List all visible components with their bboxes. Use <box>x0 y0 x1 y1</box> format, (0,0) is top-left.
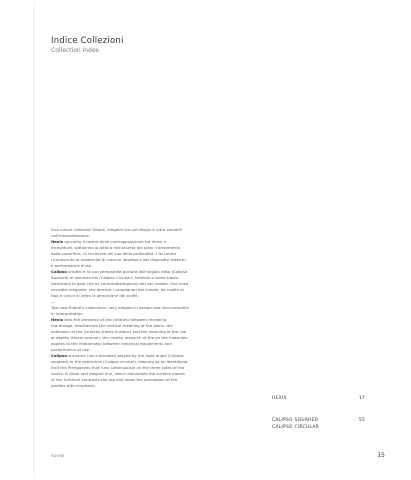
footer-brand: EDONÉ <box>51 454 65 458</box>
index-entry-calipso-circular-row[interactable] <box>272 425 365 430</box>
hexis-label-it: Hexis <box>51 239 64 244</box>
page-number: 15 <box>377 452 385 459</box>
index-entry-page: 55 <box>358 418 365 423</box>
index-entry-calipso-squared-row[interactable] <box>272 418 365 423</box>
calipso-paragraph-en <box>51 353 189 389</box>
language-separator: — <box>51 299 55 304</box>
intro-paragraph-it: Due nuove collezioni Edoné, eleganti sia nel design e ultra versatili nell'interpretazione. <box>51 227 182 238</box>
calipso-text-it: sfrutta le la sua personalità giocata dall'angolo retto (Calipso Squared) al semicerchio (Calipso Circular), ferendo e come tratto identitario le gole che ne contraddistinguono lati del mobile. Una linea versatile elegante, che domina i complanari del mobile, da risalto al tipo e conce al vetro la percezione dei profili. <box>51 269 189 298</box>
intro-paragraph-en: Two new Edoné's collections, very elegant in design and ultra-versatile in interpretation. <box>51 305 189 316</box>
index-entry-name: CALIPSO CIRCULAR <box>272 425 319 430</box>
calipso-label-it: Calipso <box>51 269 67 274</box>
index-entry-name: CALIPSO SQUARED <box>272 418 319 423</box>
page-subtitle: Collection Index <box>51 47 100 54</box>
hexis-text-en: tells the presence of the contrast between revealing maritmage, emphasises the vertical meaning of the plans, the extension of the surfaces (Hexis Surface) and the meaning of the use of depths (Hexis volume), the careful research of the on the materials applies to the relationship between electrical equipments and performance of use. <box>51 317 188 352</box>
calipso-label-en: Calipso <box>51 353 67 358</box>
hexis-paragraph-it <box>51 239 189 269</box>
index-entry-page: 17 <box>358 396 365 401</box>
index-entry-hexis-row[interactable] <box>272 396 365 401</box>
collection-description <box>51 227 189 389</box>
calipso-text-en: structure has a formality played by the right angle (Calipso squared) to the semicircle (Calipso circular), keeping as an identifying trait the Pierigoeves that runs continuously on the three sides of the vanity. A clean and elegant line, which dominates the surface planes of the furniture contrasts the top and leads the perception of the profiles with emphasis. <box>51 353 188 388</box>
page-title: Indice Collezioni <box>51 36 124 46</box>
hexis-text-it: racconta il rovere della contrapposizione tra rilievi e incavatura, sottolinea la tattica nell'assetto dei piani; l'andamento della superficie, la ricchezza del suo della profondità. L'accurata riconosciuta la modernità di ciascun impiego e dei dispositivi elettrici e performance d'uso. <box>51 239 186 268</box>
hexis-label-en: Hexis <box>51 317 64 322</box>
calipso-paragraph-it <box>51 269 189 299</box>
hexis-paragraph-en <box>51 317 189 353</box>
index-entry-name: HEXIS <box>272 396 287 401</box>
